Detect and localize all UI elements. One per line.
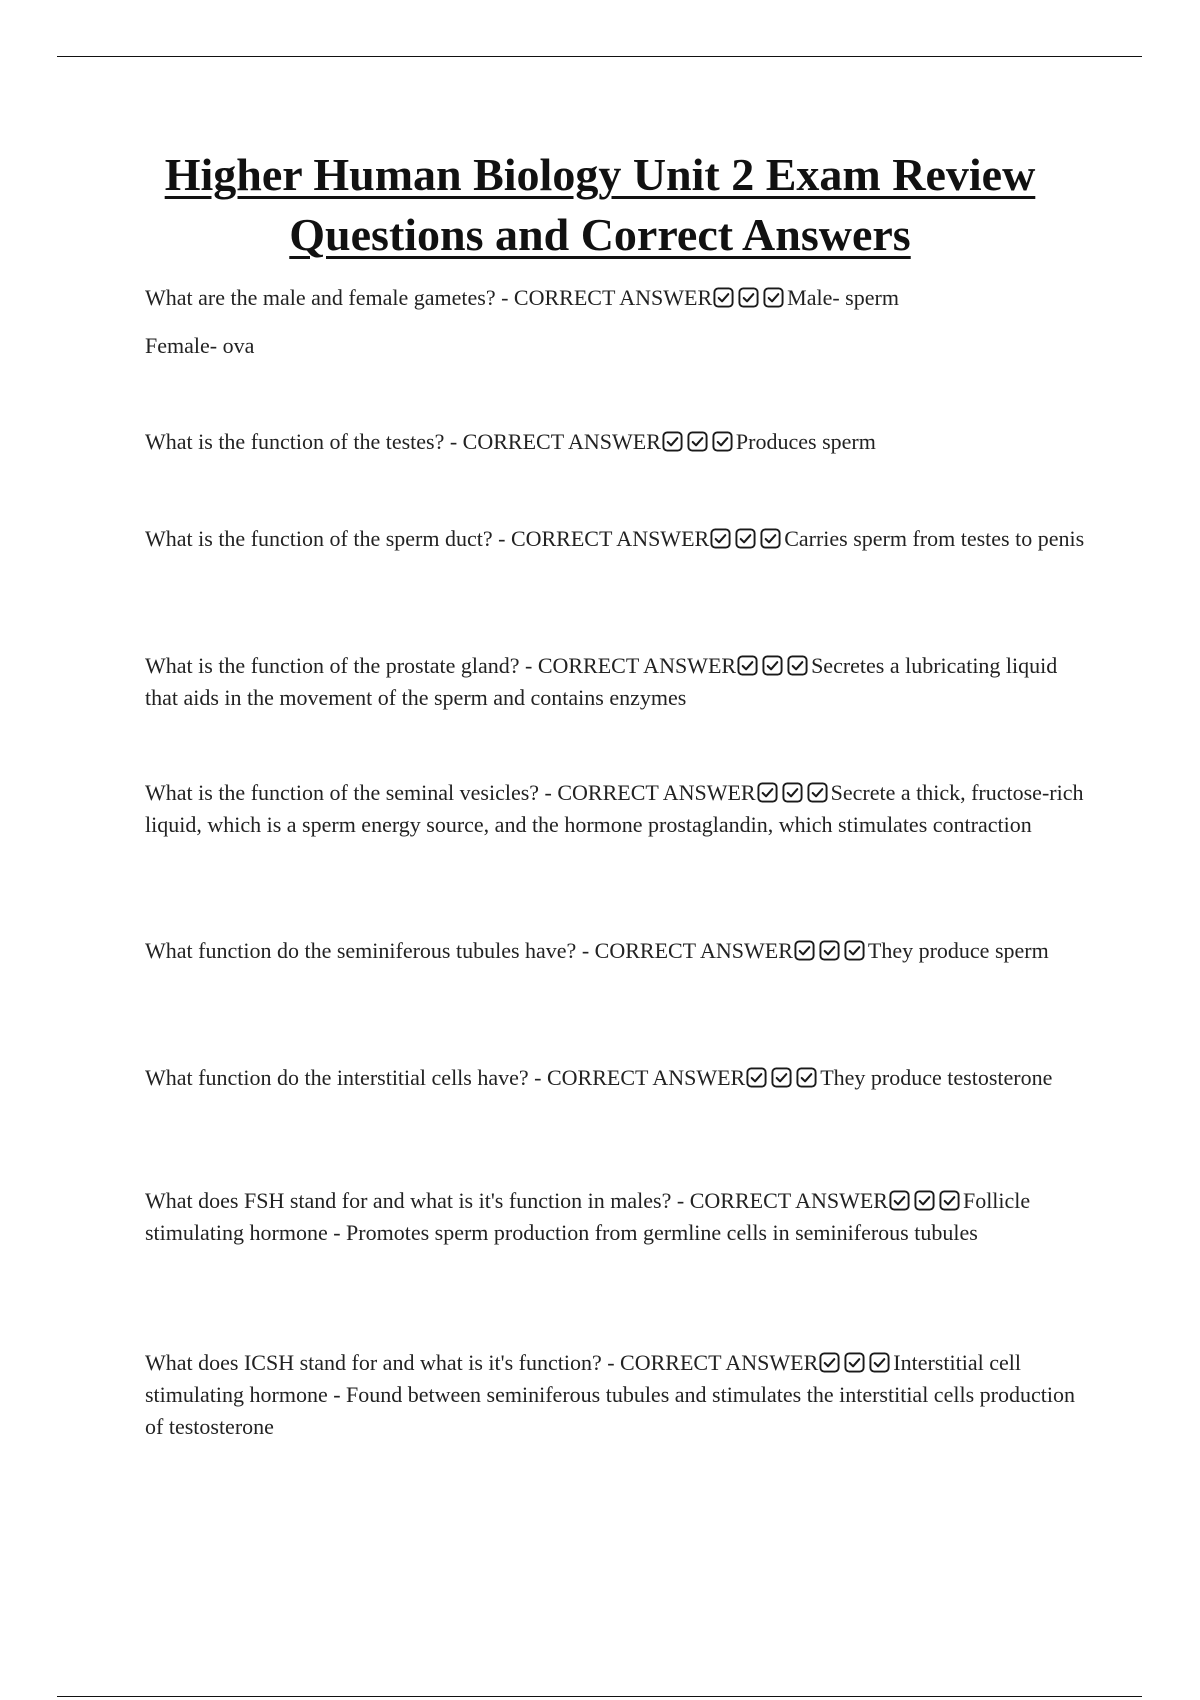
answer-text: Secretes a lubricating liquid that aids in the movement of the sperm and contains enzymes — [145, 653, 1058, 710]
answer-marker: - CORRECT ANSWER — [607, 1350, 819, 1375]
answer-text: Produces sperm — [735, 429, 876, 454]
checkbox-checked-icon — [762, 655, 783, 676]
answer-marker: - CORRECT ANSWER — [581, 938, 793, 963]
checkbox-checked-icon — [844, 940, 865, 961]
question-text: What is the function of the sperm duct? — [145, 526, 493, 551]
checkbox-checked-icon — [735, 528, 756, 549]
answer-text: Interstitial cell stimulating hormone - Found between seminiferous tubules and stimulates the interstitial cells production of testosterone — [145, 1350, 1075, 1439]
qa-item — [145, 777, 1090, 841]
answer-marker: - CORRECT ANSWER — [501, 285, 713, 310]
checkbox-checked-icon — [757, 782, 778, 803]
checkbox-checked-icon — [889, 1190, 910, 1211]
answer-text: Follicle stimulating hormone - Promotes sperm production from germline cells in seminiferous tubules — [145, 1188, 1031, 1245]
qa-item — [145, 523, 1090, 555]
qa-item — [145, 935, 1090, 967]
answer-text: Secrete a thick, fructose-rich liquid, which is a sperm energy source, and the hormone prostaglandin, which stimulates contraction — [145, 780, 1084, 837]
qa-item — [145, 426, 1090, 458]
qa-item — [145, 1347, 1090, 1443]
checkbox-checked-icon — [914, 1190, 935, 1211]
checkbox-checked-icon — [737, 655, 758, 676]
checkbox-checked-icon — [796, 1067, 817, 1088]
checkbox-checked-icon — [760, 528, 781, 549]
answer-text: Male- sperm — [787, 285, 899, 310]
checkbox-checked-icon — [807, 782, 828, 803]
top-rule — [57, 56, 1142, 57]
checkbox-checked-icon — [782, 782, 803, 803]
answer-marker: - CORRECT ANSWER — [525, 653, 737, 678]
checkbox-checked-icon — [763, 287, 784, 308]
answer-marker: - CORRECT ANSWER — [544, 780, 756, 805]
question-text: What function do the seminiferous tubules have? — [145, 938, 577, 963]
checkbox-checked-icon — [939, 1190, 960, 1211]
question-text: What is the function of the prostate gland? — [145, 653, 520, 678]
checkbox-checked-icon — [844, 1352, 865, 1373]
qa-item — [145, 282, 1090, 362]
checkbox-checked-icon — [787, 655, 808, 676]
checkbox-checked-icon — [712, 431, 733, 452]
answer-marker: - CORRECT ANSWER — [449, 429, 661, 454]
answer-text: They produce sperm — [867, 938, 1049, 963]
checkbox-checked-icon — [869, 1352, 890, 1373]
question-text: What is the function of the seminal vesicles? — [145, 780, 540, 805]
question-text: What is the function of the testes? — [145, 429, 445, 454]
checkbox-checked-icon — [794, 940, 815, 961]
answer-marker: - CORRECT ANSWER — [498, 526, 710, 551]
checkbox-checked-icon — [713, 287, 734, 308]
answer-text: Carries sperm from testes to penis — [784, 526, 1085, 551]
document-title: Higher Human Biology Unit 2 Exam Review Questions and Correct Answers — [164, 149, 1036, 260]
answer-extra-text: Female- ova — [145, 333, 255, 358]
checkbox-checked-icon — [710, 528, 731, 549]
question-text: What does ICSH stand for and what is it's function? — [145, 1350, 602, 1375]
question-text: What function do the interstitial cells have? — [145, 1065, 529, 1090]
answer-marker: - CORRECT ANSWER — [676, 1188, 888, 1213]
checkbox-checked-icon — [819, 1352, 840, 1373]
answer-text: They produce testosterone — [820, 1065, 1053, 1090]
qa-item — [145, 1062, 1090, 1094]
checkbox-checked-icon — [662, 431, 683, 452]
bottom-rule — [57, 1696, 1142, 1697]
qa-item — [145, 650, 1090, 714]
checkbox-checked-icon — [771, 1067, 792, 1088]
checkbox-checked-icon — [687, 431, 708, 452]
answer-marker: - CORRECT ANSWER — [534, 1065, 746, 1090]
checkbox-checked-icon — [738, 287, 759, 308]
checkbox-checked-icon — [819, 940, 840, 961]
question-text: What are the male and female gametes? — [145, 285, 496, 310]
checkbox-checked-icon — [746, 1067, 767, 1088]
qa-item — [145, 1185, 1090, 1249]
question-text: What does FSH stand for and what is it's function in males? — [145, 1188, 672, 1213]
